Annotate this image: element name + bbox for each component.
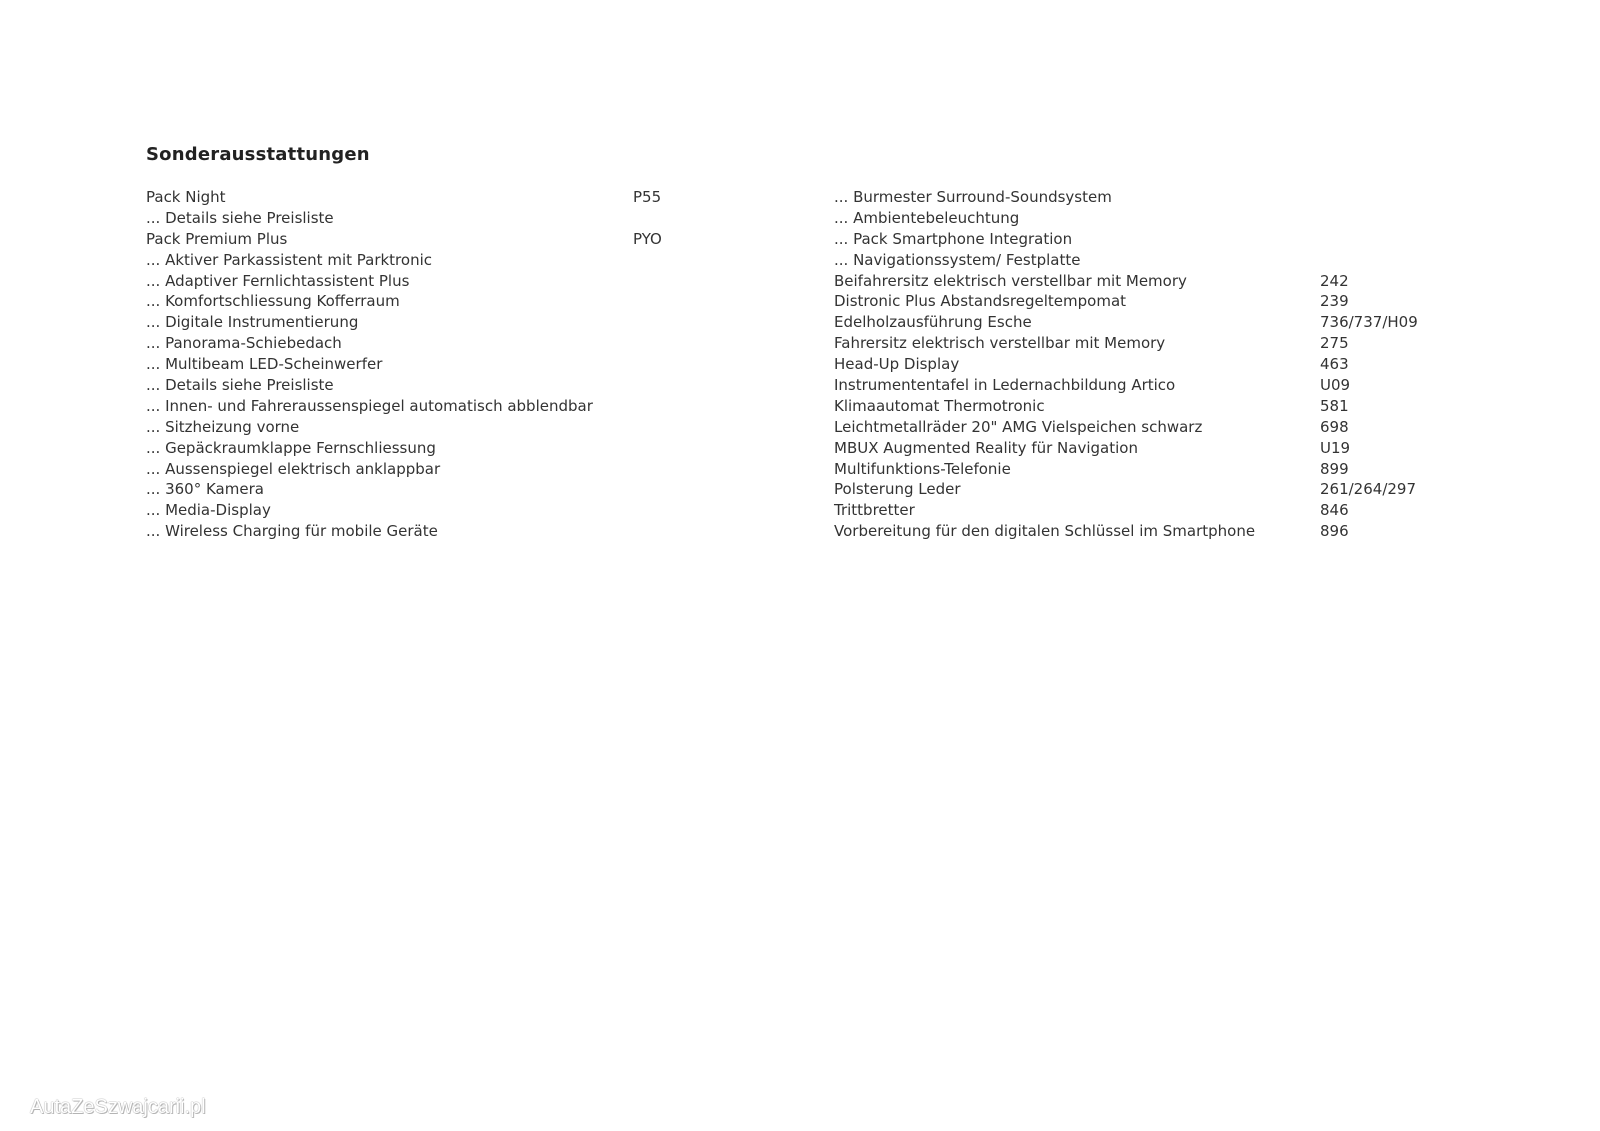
option-row xyxy=(834,333,1474,354)
option-row xyxy=(146,500,706,521)
option-row xyxy=(146,459,706,480)
option-code: 239 xyxy=(1320,292,1349,311)
option-label: ... Details siehe Preisliste xyxy=(146,208,334,227)
option-row xyxy=(146,208,706,229)
option-row xyxy=(834,291,1474,312)
option-code: 899 xyxy=(1320,459,1349,478)
option-code: U19 xyxy=(1320,438,1351,457)
option-label: Pack Night xyxy=(146,188,226,206)
option-label: Pack Premium Plus xyxy=(146,229,288,248)
option-label: Klimaautomat Thermotronic xyxy=(834,396,1045,415)
option-row xyxy=(834,479,1474,500)
option-row xyxy=(146,354,706,375)
option-row xyxy=(146,396,706,417)
option-row xyxy=(146,250,706,271)
option-row xyxy=(834,521,1474,542)
option-label: Head-Up Display xyxy=(834,355,960,374)
option-label: Fahrersitz elektrisch verstellbar mit Memory xyxy=(834,334,1166,353)
option-code: 896 xyxy=(1320,522,1349,541)
option-label: ... Adaptiver Fernlichtassistent Plus xyxy=(146,271,410,290)
option-label: Leichtmetallräder 20" AMG Vielspeichen schwarz xyxy=(834,417,1203,436)
option-row xyxy=(834,312,1474,333)
option-label: MBUX Augmented Reality für Navigation xyxy=(834,438,1138,457)
option-code: 242 xyxy=(1320,271,1349,290)
option-label: ... Digitale Instrumentierung xyxy=(146,313,359,332)
option-row xyxy=(834,417,1474,438)
options-list-right xyxy=(834,187,1474,542)
option-code: 275 xyxy=(1320,334,1349,353)
option-code: 698 xyxy=(1320,417,1349,436)
option-row xyxy=(146,312,706,333)
option-row xyxy=(146,291,706,312)
option-row xyxy=(834,187,1474,208)
option-row xyxy=(146,229,706,250)
watermark: AutaZeSzwajcarii.pl xyxy=(30,1096,206,1118)
option-label: Distronic Plus Abstandsregeltempomat xyxy=(834,292,1127,311)
option-label: ... Sitzheizung vorne xyxy=(146,417,300,436)
option-code: 846 xyxy=(1320,501,1349,520)
option-label: ... Aussenspiegel elektrisch anklappbar xyxy=(146,459,441,478)
option-row xyxy=(834,354,1474,375)
option-label: Vorbereitung für den digitalen Schlüssel im Smartphone xyxy=(834,522,1256,541)
option-row xyxy=(146,375,706,396)
option-code: P55 xyxy=(633,188,662,206)
option-code: PYO xyxy=(633,229,662,248)
option-label: ... Media-Display xyxy=(146,501,271,520)
option-code: 736/737/H09 xyxy=(1320,313,1418,332)
option-row xyxy=(834,438,1474,459)
option-label: ... 360° Kamera xyxy=(146,480,264,499)
option-label: ... Pack Smartphone Integration xyxy=(834,229,1073,248)
option-row xyxy=(834,208,1474,229)
option-code: 463 xyxy=(1320,355,1349,374)
option-code: 581 xyxy=(1320,396,1349,415)
page-title: Sonderausstattungen xyxy=(146,144,370,165)
option-label: Polsterung Leder xyxy=(834,480,961,499)
option-row xyxy=(834,271,1474,292)
option-row xyxy=(146,271,706,292)
option-label: ... Burmester Surround-Soundsystem xyxy=(834,188,1112,206)
option-code: U09 xyxy=(1320,376,1351,395)
option-label: ... Innen- und Fahreraussenspiegel automatisch abblendbar xyxy=(146,396,593,415)
option-label: Instrumententafel in Ledernachbildung Artico xyxy=(834,376,1176,395)
option-row xyxy=(146,438,706,459)
option-row xyxy=(834,500,1474,521)
option-label: ... Komfortschliessung Kofferraum xyxy=(146,292,400,311)
option-label: ... Wireless Charging für mobile Geräte xyxy=(146,522,438,541)
option-row xyxy=(146,417,706,438)
option-label: ... Multibeam LED-Scheinwerfer xyxy=(146,355,383,374)
option-label: ... Details siehe Preisliste xyxy=(146,376,334,395)
option-row xyxy=(146,187,706,208)
option-row xyxy=(834,396,1474,417)
option-label: Trittbretter xyxy=(834,501,915,520)
option-label: Multifunktions-Telefonie xyxy=(834,459,1011,478)
option-label: Beifahrersitz elektrisch verstellbar mit Memory xyxy=(834,271,1187,290)
option-row xyxy=(834,229,1474,250)
option-row xyxy=(146,521,706,542)
options-list-left xyxy=(146,187,706,542)
option-label: ... Aktiver Parkassistent mit Parktronic xyxy=(146,250,432,269)
option-row xyxy=(834,375,1474,396)
option-label: ... Gepäckraumklappe Fernschliessung xyxy=(146,438,436,457)
option-label: Edelholzausführung Esche xyxy=(834,313,1032,332)
option-label: ... Ambientebeleuchtung xyxy=(834,208,1020,227)
option-code: 261/264/297 xyxy=(1320,480,1416,499)
option-row xyxy=(146,333,706,354)
option-label: ... Panorama-Schiebedach xyxy=(146,334,342,353)
option-row xyxy=(834,459,1474,480)
option-label: ... Navigationssystem/ Festplatte xyxy=(834,250,1081,269)
option-row xyxy=(834,250,1474,271)
option-row xyxy=(146,479,706,500)
